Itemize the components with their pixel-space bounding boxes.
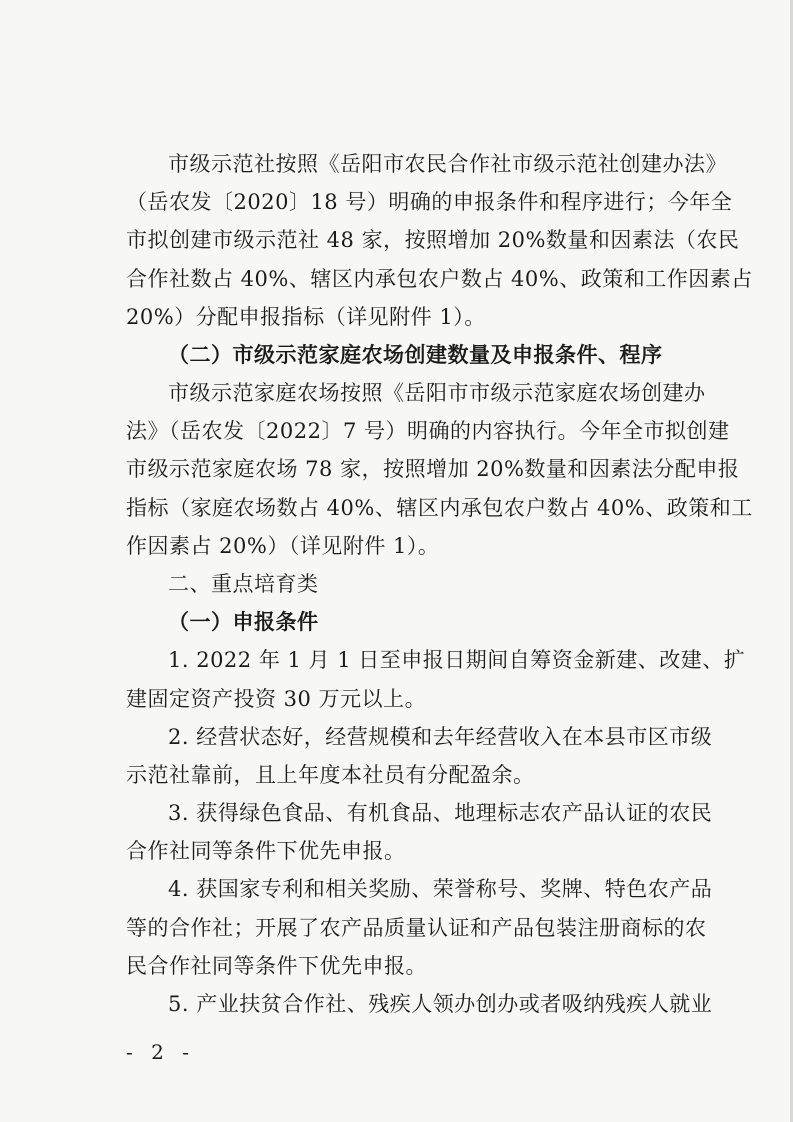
section-heading: （一）申报条件 (168, 609, 319, 634)
paragraph-line: 3. 获得绿色食品、有机食品、地理标志农产品认证的农民 (168, 801, 713, 825)
paragraph-line: 1. 2022 年 1 月 1 日至申报日期间自筹资金新建、改建、扩 (168, 648, 746, 672)
paragraph-line: 建固定资产投资 30 万元以上。 (126, 687, 427, 711)
paragraph-line: 2. 经营状态好，经营规模和去年经营收入在本县市区市级 (168, 725, 713, 749)
paragraph-line: 民合作社同等条件下优先申报。 (126, 954, 427, 978)
paragraph-line: 20%）分配申报指标（详见附件 1）。 (126, 305, 486, 329)
paragraph-line: 指标（家庭农场数占 40%、辖区内承包农户数占 40%、政策和工 (126, 496, 753, 520)
paragraph-line: 等的合作社；开展了农产品质量认证和产品包装注册商标的农 (126, 916, 707, 940)
paragraph-line: 4. 获国家专利和相关奖励、荣誉称号、奖牌、特色农产品 (168, 877, 713, 901)
paragraph-line: 作因素占 20%）（详见附件 1）。 (126, 534, 440, 558)
paragraph-line: （岳农发〔2020〕18 号）明确的申报条件和程序进行；今年全 (126, 190, 733, 214)
paragraph-line: 市级示范社按照《岳阳市农民合作社市级示范社创建办法》 (168, 152, 727, 176)
paragraph-line: 合作社数占 40%、辖区内承包农户数占 40%、政策和工作因素占 (126, 267, 753, 291)
paragraph-line: 市级示范家庭农场 78 家，按照增加 20%数量和因素法分配申报 (126, 457, 740, 481)
paragraph-line: 法》（岳农发〔2022〕7 号）明确的内容执行。今年全市拟创建 (126, 419, 730, 443)
paragraph-line: 示范社靠前，且上年度本社员有分配盈余。 (126, 763, 535, 787)
paragraph-line: 市拟创建市级示范社 48 家，按照增加 20%数量和因素法（农民 (126, 228, 740, 252)
page-number: - 2 - (126, 1040, 195, 1064)
paragraph-line: 5. 产业扶贫合作社、残疾人领办创办或者吸纳残疾人就业 (168, 992, 713, 1016)
paragraph-line: 市级示范家庭农场按照《岳阳市市级示范家庭农场创建办 (168, 381, 706, 405)
paragraph-line: 合作社同等条件下优先申报。 (126, 839, 406, 863)
section-heading: （二）市级示范家庭农场创建数量及申报条件、程序 (168, 342, 663, 367)
section-heading: 二、重点培育类 (168, 572, 319, 596)
